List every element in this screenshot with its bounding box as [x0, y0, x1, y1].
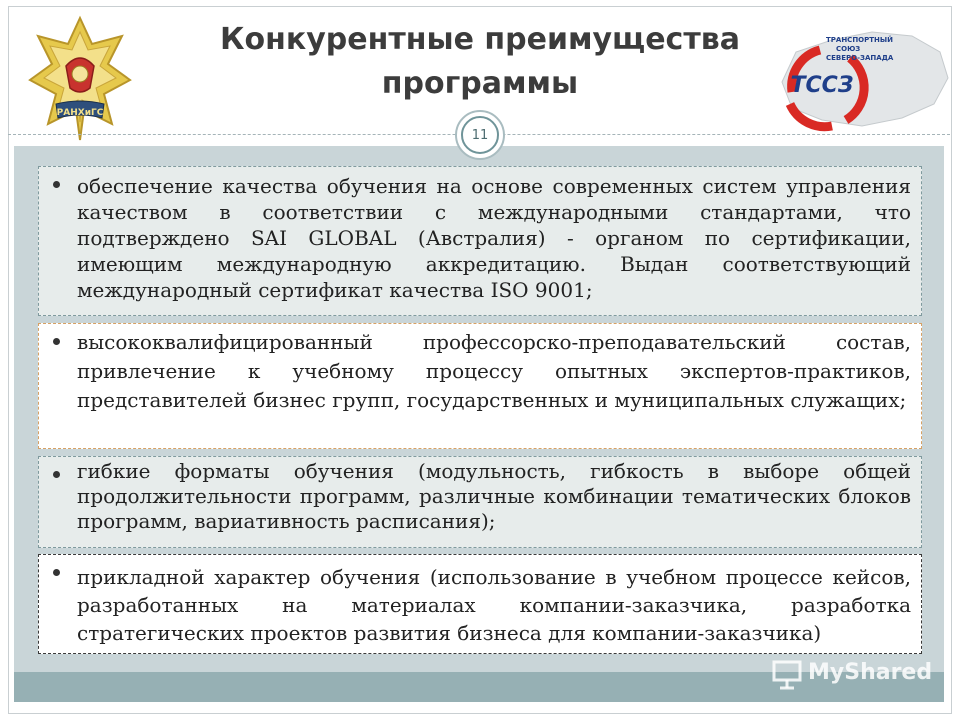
bullet-text: гибкие форматы обучения (модульность, гибкость в выборе общей продолжительности программ, различные комбинации тематических блоков программ, вариативность расписания); — [77, 459, 911, 533]
slide-title — [160, 18, 800, 106]
logo-text-2: СОЮЗ — [836, 45, 861, 53]
bullet-text: высококвалифицированный профессорско-преподавательский состав, привлечение к учебному процессу опытных экспертов-практиков, представителей бизнес групп, государственных и муниципальных служащих; — [77, 330, 911, 412]
ranepa-emblem-logo — [26, 14, 134, 144]
myshared-watermark — [770, 654, 942, 694]
page-number: 11 — [461, 116, 499, 154]
emblem-text: РАНХиГС — [56, 108, 104, 118]
title-line-2: программы — [381, 66, 579, 101]
bullet-text: обеспечение качества обучения на основе современных систем управления качеством в соответствии с международными стандартами, что подтверждено SAI GLOBAL (Австралия) - органом по сертификации, имеющим международную аккредитацию. Выдан соответствующий международный сертификат качества ISO 9001; — [77, 174, 911, 302]
bullet-card-formats — [38, 456, 922, 548]
logo-name: ТССЗ — [790, 73, 854, 98]
bullet-dot-icon — [53, 181, 60, 188]
bullet-card-staff — [38, 323, 922, 449]
bullet-card-quality — [38, 166, 922, 316]
tssz-logo — [762, 22, 954, 140]
bullet-dot-icon — [53, 471, 60, 478]
bullet-text: прикладной характер обучения (использование в учебном процессе кейсов, разработанных на материалах компании-заказчика, разработка стратегических проектов развития бизнеса для компании-заказчика) — [77, 565, 911, 645]
bullet-dot-icon — [53, 338, 60, 345]
page-number-badge — [455, 110, 505, 160]
bullet-dot-icon — [53, 569, 60, 576]
title-line-1: Конкурентные преимущества — [220, 22, 740, 57]
logo-text-3: СЕВЕРО-ЗАПАДА — [826, 54, 894, 62]
bullet-card-applied — [38, 554, 922, 654]
watermark-text: MyShared — [808, 660, 933, 685]
logo-text-1: ТРАНСПОРТНЫЙ — [826, 36, 894, 44]
presentation-icon — [770, 656, 806, 692]
